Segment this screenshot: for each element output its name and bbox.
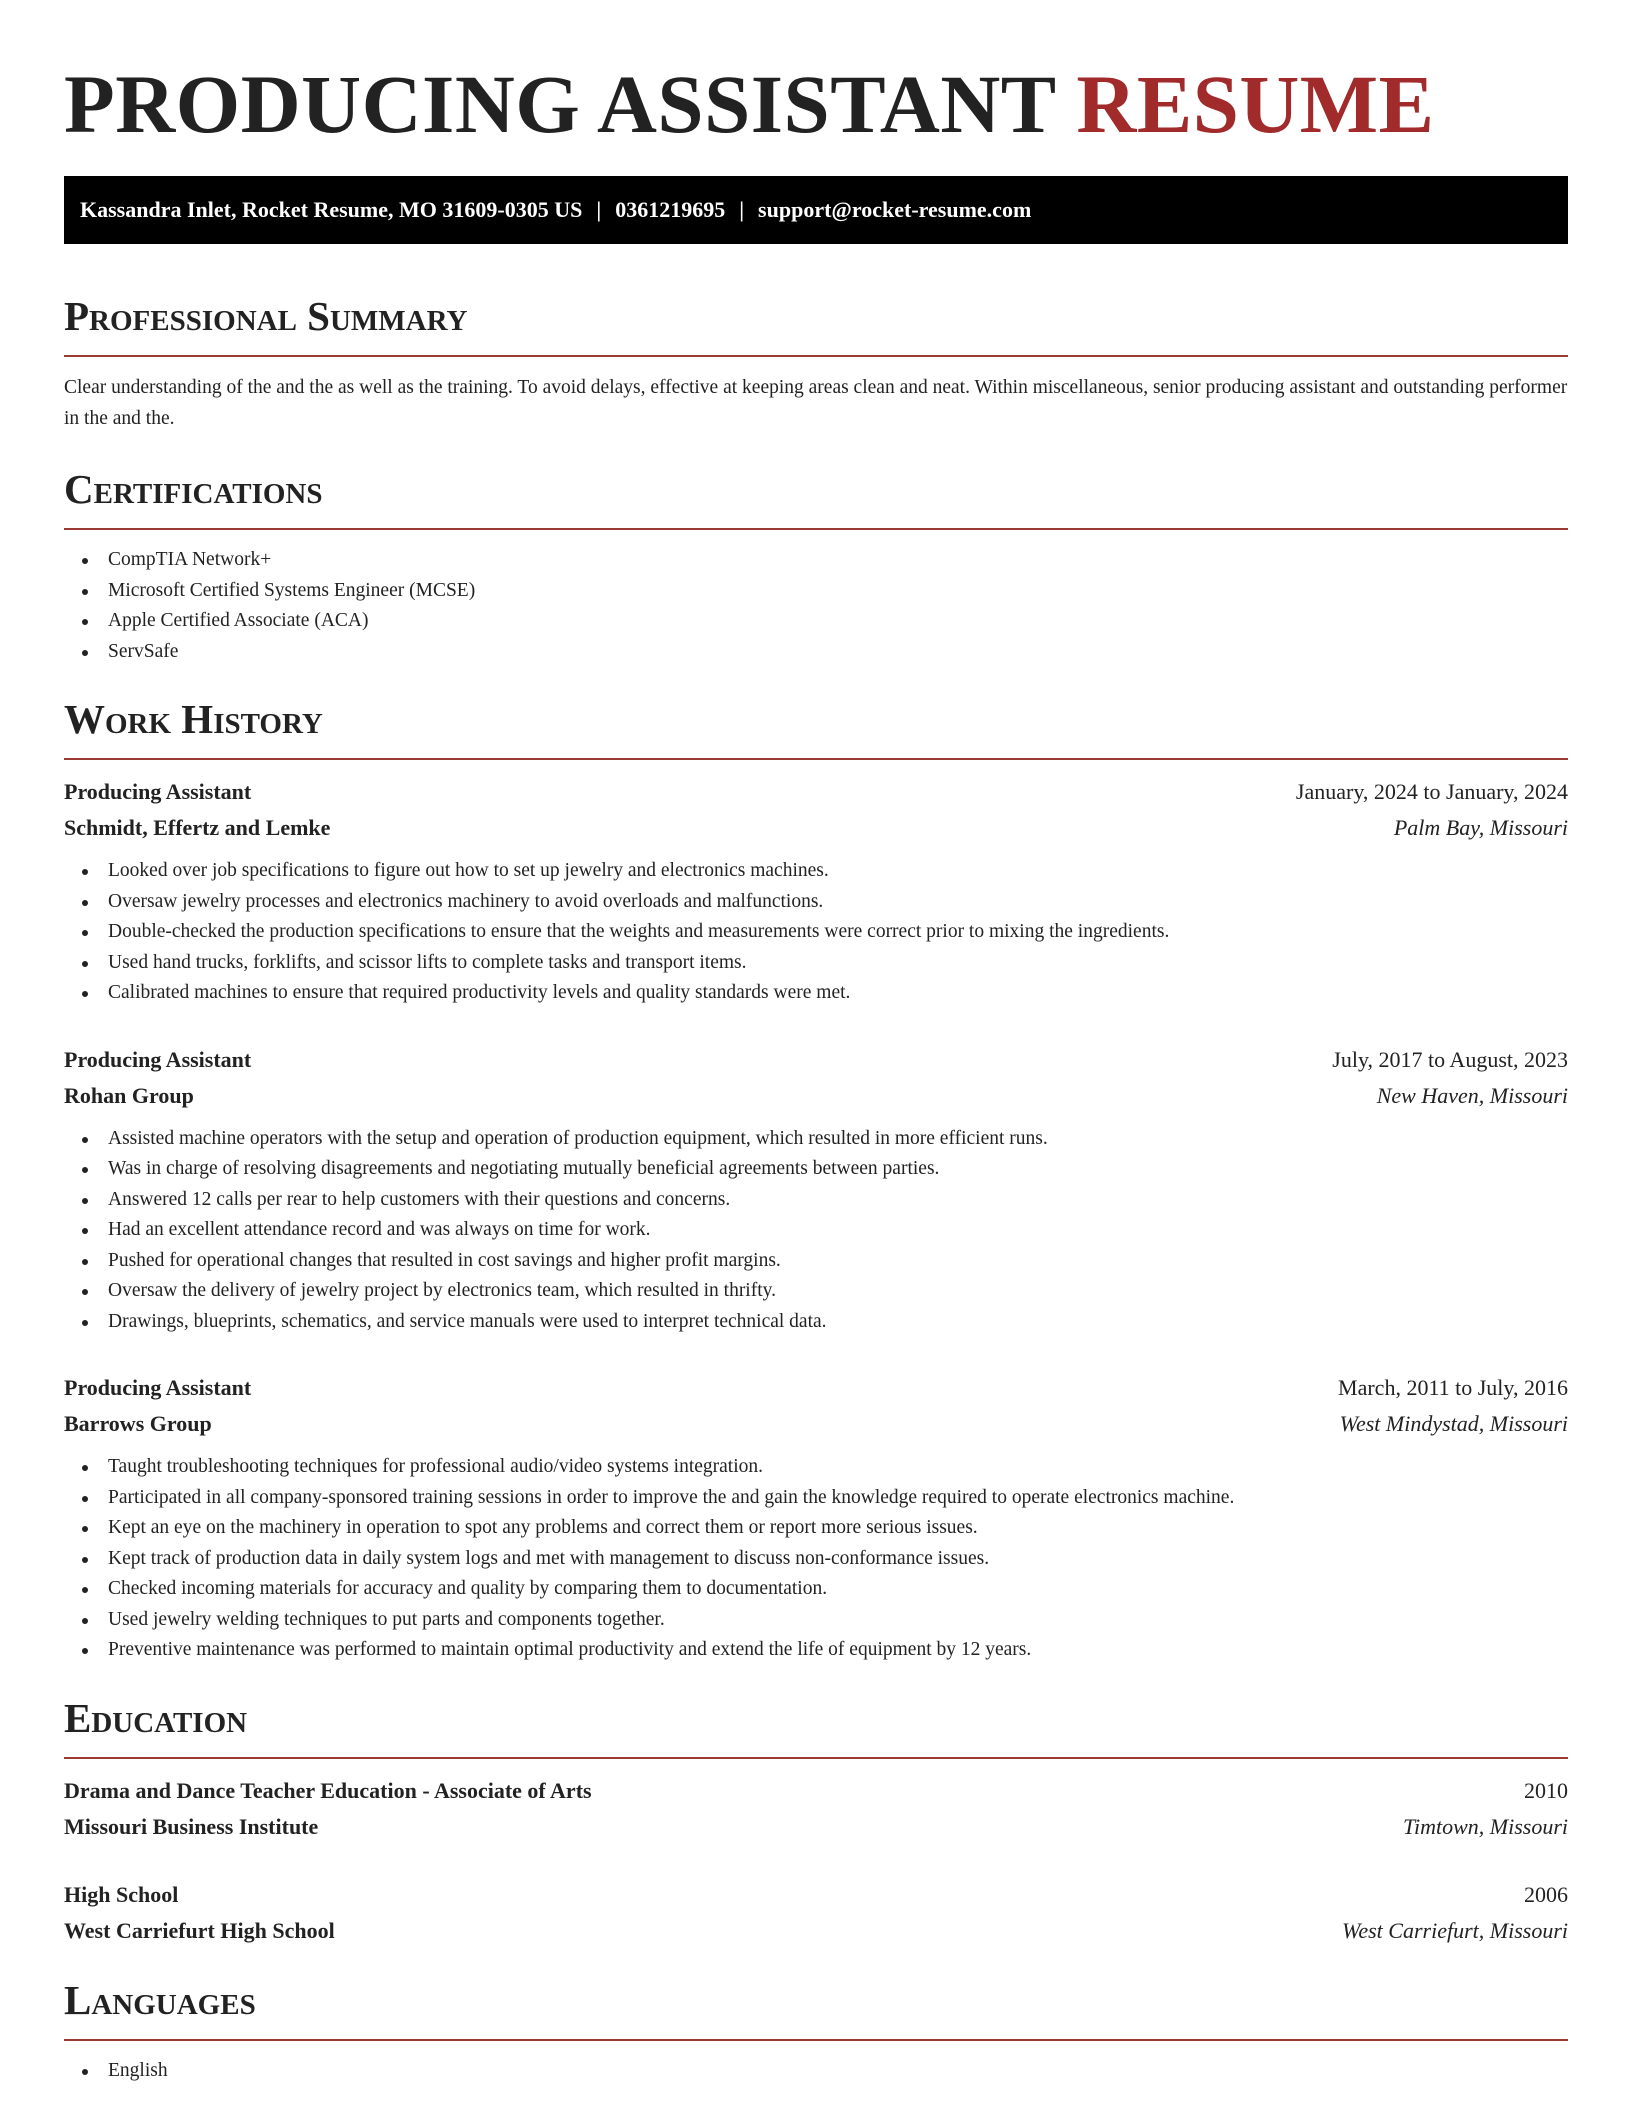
title-accent: RESUME <box>1076 58 1435 150</box>
resume-title <box>64 0 1568 152</box>
list-item: Taught troubleshooting techniques for professional audio/video systems integration. <box>64 1452 1568 1483</box>
education-entry <box>64 1773 1568 1845</box>
education-degree: Drama and Dance Teacher Education - Associate of Arts <box>64 1777 592 1803</box>
work-history-section <box>64 694 1568 1666</box>
job-entry <box>64 1370 1568 1666</box>
list-item: Oversaw jewelry processes and electronics machinery to avoid overloads and malfunctions. <box>64 887 1568 918</box>
job-location: New Haven, Missouri <box>1376 1082 1568 1108</box>
education-school: West Carriefurt High School <box>64 1917 335 1943</box>
list-item: Kept track of production data in daily system logs and met with management to discuss non-conformance issues. <box>64 1544 1568 1575</box>
list-item: Looked over job specifications to figure out how to set up jewelry and electronics machines. <box>64 856 1568 887</box>
job-location: West Mindystad, Missouri <box>1339 1411 1568 1436</box>
list-item: Answered 12 calls per rear to help customers with their questions and concerns. <box>64 1185 1568 1216</box>
section-divider <box>64 355 1568 357</box>
job-title: Producing Assistant <box>64 1375 252 1400</box>
education-entry <box>64 1877 1568 1949</box>
certifications-section <box>64 464 1568 667</box>
section-divider <box>64 2039 1568 2041</box>
list-item: Used jewelry welding techniques to put parts and components together. <box>64 1605 1568 1636</box>
list-item: Oversaw the delivery of jewelry project by electronics team, which resulted in thrifty. <box>64 1276 1568 1307</box>
contact-phone: 0361219695 <box>615 197 726 222</box>
list-item: Was in charge of resolving disagreements and negotiating mutually beneficial agreements between parties. <box>64 1154 1568 1185</box>
education-degree: High School <box>64 1881 179 1907</box>
section-heading: Languages <box>64 1976 256 2023</box>
job-dates: January, 2024 to January, 2024 <box>1295 779 1568 804</box>
list-item: Apple Certified Associate (ACA) <box>64 606 1568 637</box>
languages-list <box>64 2056 1568 2087</box>
job-bullets <box>64 1124 1568 1338</box>
list-item: Pushed for operational changes that resulted in cost savings and higher profit margins. <box>64 1246 1568 1277</box>
list-item: Used hand trucks, forklifts, and scissor lifts to complete tasks and transport items. <box>64 948 1568 979</box>
list-item: Double-checked the production specifications to ensure that the weights and measurements were correct prior to mixing the ingredients. <box>64 917 1568 948</box>
list-item: Participated in all company-sponsored training sessions in order to improve the and gain the knowledge required to operate electronics machine. <box>64 1483 1568 1514</box>
certifications-list <box>64 545 1568 667</box>
section-heading: Professional Summary <box>64 293 468 339</box>
list-item: Drawings, blueprints, schematics, and service manuals were used to interpret technical data. <box>64 1307 1568 1338</box>
title-main: PRODUCING ASSISTANT <box>64 58 1056 150</box>
job-title: Producing Assistant <box>64 1046 252 1072</box>
job-bullets <box>64 856 1568 1009</box>
job-company: Schmidt, Effertz and Lemke <box>64 815 331 840</box>
list-item: ServSafe <box>64 637 1568 668</box>
job-company: Rohan Group <box>64 1082 194 1108</box>
section-heading: Work History <box>64 696 323 742</box>
contact-email: support@rocket-resume.com <box>758 197 1032 222</box>
section-divider <box>64 758 1568 760</box>
contact-address: Kassandra Inlet, Rocket Resume, MO 31609-0305 US <box>80 197 583 222</box>
list-item: Preventive maintenance was performed to maintain optimal productivity and extend the life of equipment by 12 years. <box>64 1635 1568 1666</box>
education-location: West Carriefurt, Missouri <box>1342 1917 1568 1943</box>
job-company: Barrows Group <box>64 1411 212 1436</box>
section-divider <box>64 528 1568 530</box>
list-item: Assisted machine operators with the setup and operation of production equipment, which resulted in more efficient runs. <box>64 1124 1568 1155</box>
section-heading: Certifications <box>64 466 323 512</box>
list-item: CompTIA Network+ <box>64 545 1568 576</box>
education-location: Timtown, Missouri <box>1402 1813 1568 1839</box>
list-item: Had an excellent attendance record and was always on time for work. <box>64 1215 1568 1246</box>
section-divider <box>64 1757 1568 1759</box>
job-title: Producing Assistant <box>64 779 252 804</box>
list-item: Checked incoming materials for accuracy and quality by comparing them to documentation. <box>64 1574 1568 1605</box>
section-heading: Education <box>64 1694 248 1741</box>
job-location: Palm Bay, Missouri <box>1393 815 1568 840</box>
job-entry <box>64 774 1568 1009</box>
education-section <box>64 1693 1568 1949</box>
summary-text: Clear understanding of the and the as well as the training. To avoid delays, effective at keeping areas clean and neat. Within miscellaneous, senior producing assistant and outstanding performer in the and the. <box>64 377 1568 429</box>
list-item: Microsoft Certified Systems Engineer (MCSE) <box>64 576 1568 607</box>
list-item: English <box>64 2056 1568 2087</box>
list-item: Kept an eye on the machinery in operation to spot any problems and correct them or report more serious issues. <box>64 1513 1568 1544</box>
contact-separator: | <box>596 197 602 222</box>
resume-page <box>64 0 1568 2086</box>
job-entry <box>64 1042 1568 1338</box>
languages-section <box>64 1975 1568 2087</box>
education-year: 2006 <box>1524 1881 1568 1907</box>
job-dates: March, 2011 to July, 2016 <box>1338 1375 1568 1400</box>
job-bullets <box>64 1452 1568 1666</box>
summary-section <box>64 291 1568 434</box>
education-school: Missouri Business Institute <box>64 1813 319 1839</box>
education-year: 2010 <box>1524 1777 1568 1803</box>
job-dates: July, 2017 to August, 2023 <box>1332 1046 1568 1072</box>
contact-separator: | <box>739 197 745 222</box>
contact-bar <box>64 176 1568 244</box>
list-item: Calibrated machines to ensure that required productivity levels and quality standards were met. <box>64 978 1568 1009</box>
